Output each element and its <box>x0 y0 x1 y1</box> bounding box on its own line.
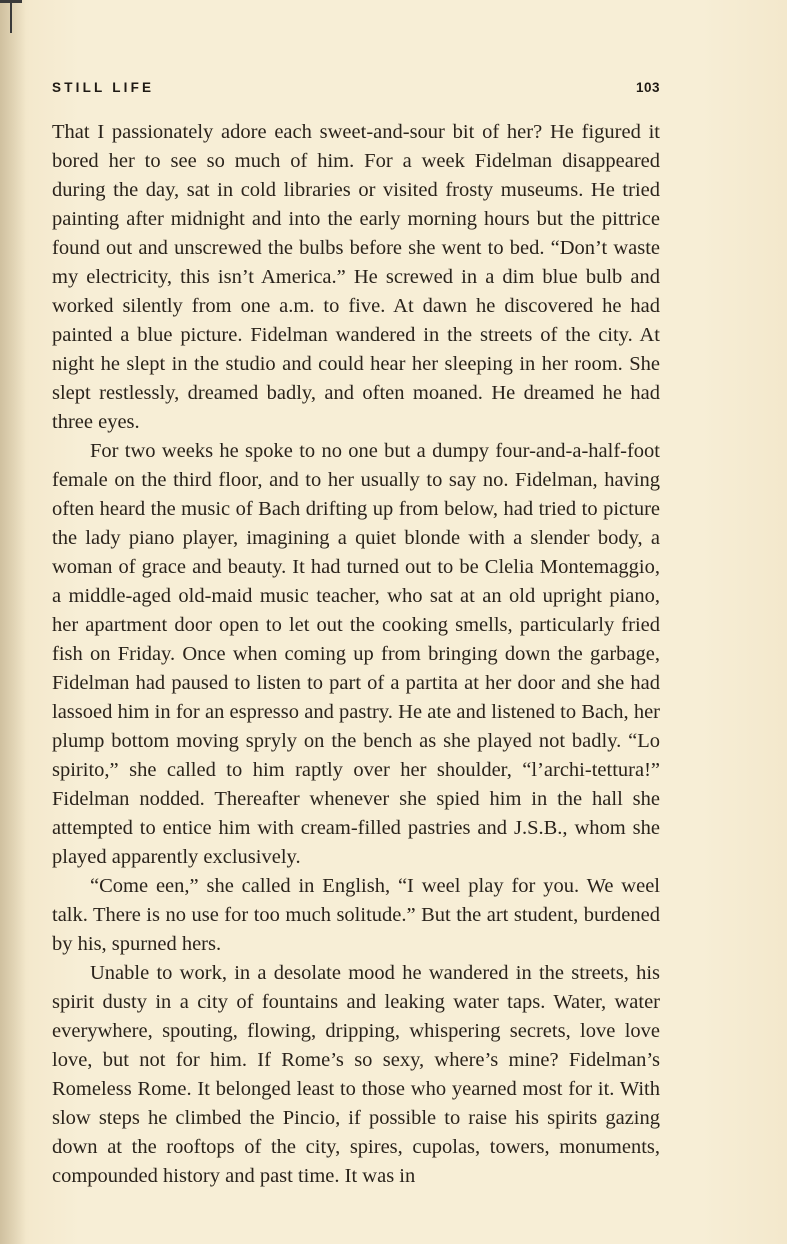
running-head <box>52 80 660 100</box>
body-text <box>52 118 660 1191</box>
running-head-title: STILL LIFE <box>52 80 155 95</box>
page-number: 103 <box>635 80 660 95</box>
corner-mark <box>0 0 22 13</box>
paragraph: For two weeks he spoke to no one but a dumpy four-and-a-half-foot female on the third floor, and to her usually to say no. Fidelman, having often heard the music of Bach drifting up from below, had tried to picture the lady piano player, imagining a quiet blonde with a slender body, a woman of grace and beauty. It had turned out to be Clelia Montemaggio, a middle-aged old-maid music teacher, who sat at an old upright piano, her apartment door open to let out the cooking smells, particularly fried fish on Friday. Once when coming up from bringing down the garbage, Fidelman had paused to listen to part of a partita at her door and she had lassoed him in for an espresso and pastry. He ate and listened to Bach, her plump bottom moving spryly on the bench as she played not badly. “Lo spirito,” she called to him raptly over her shoulder, “l’archi-tettura!” Fidelman nodded. Thereafter whenever she spied him in the hall she attempted to entice him with cream-filled pastries and J.S.B., whom she played apparently exclusively. <box>52 440 660 868</box>
paragraph: “Come een,” she called in English, “I weel play for you. We weel talk. There is no use for too much solitude.” But the art student, burdened by his, spurned hers. <box>52 875 660 955</box>
gutter-shadow <box>0 0 26 1244</box>
paragraph: That I passionately adore each sweet-and-sour bit of her? He figured it bored her to see so much of him. For a week Fidelman disappeared during the day, sat in cold libraries or visited frosty museums. He tried painting after midnight and into the early morning hours but the pittrice found out and unscrewed the bulbs before she went to bed. “Don’t waste my electricity, this isn’t America.” He screwed in a dim blue bulb and worked silently from one a.m. to five. At dawn he discovered he had painted a blue picture. Fidelman wandered in the streets of the city. At night he slept in the studio and could hear her sleeping in her room. She slept restlessly, dreamed badly, and often moaned. He dreamed he had three eyes. <box>52 121 660 433</box>
paragraph: Unable to work, in a desolate mood he wandered in the streets, his spirit dusty in a city of fountains and leaking water taps. Water, water everywhere, spouting, flowing, dripping, whispering secrets, love love love, but not for him. If Rome’s so sexy, where’s mine? Fidelman’s Romeless Rome. It belonged least to those who yearned most for it. With slow steps he climbed the Pincio, if possible to raise his spirits gazing down at the rooftops of the city, spires, cupolas, towers, monuments, compounded history and past time. It was in <box>52 962 660 1187</box>
